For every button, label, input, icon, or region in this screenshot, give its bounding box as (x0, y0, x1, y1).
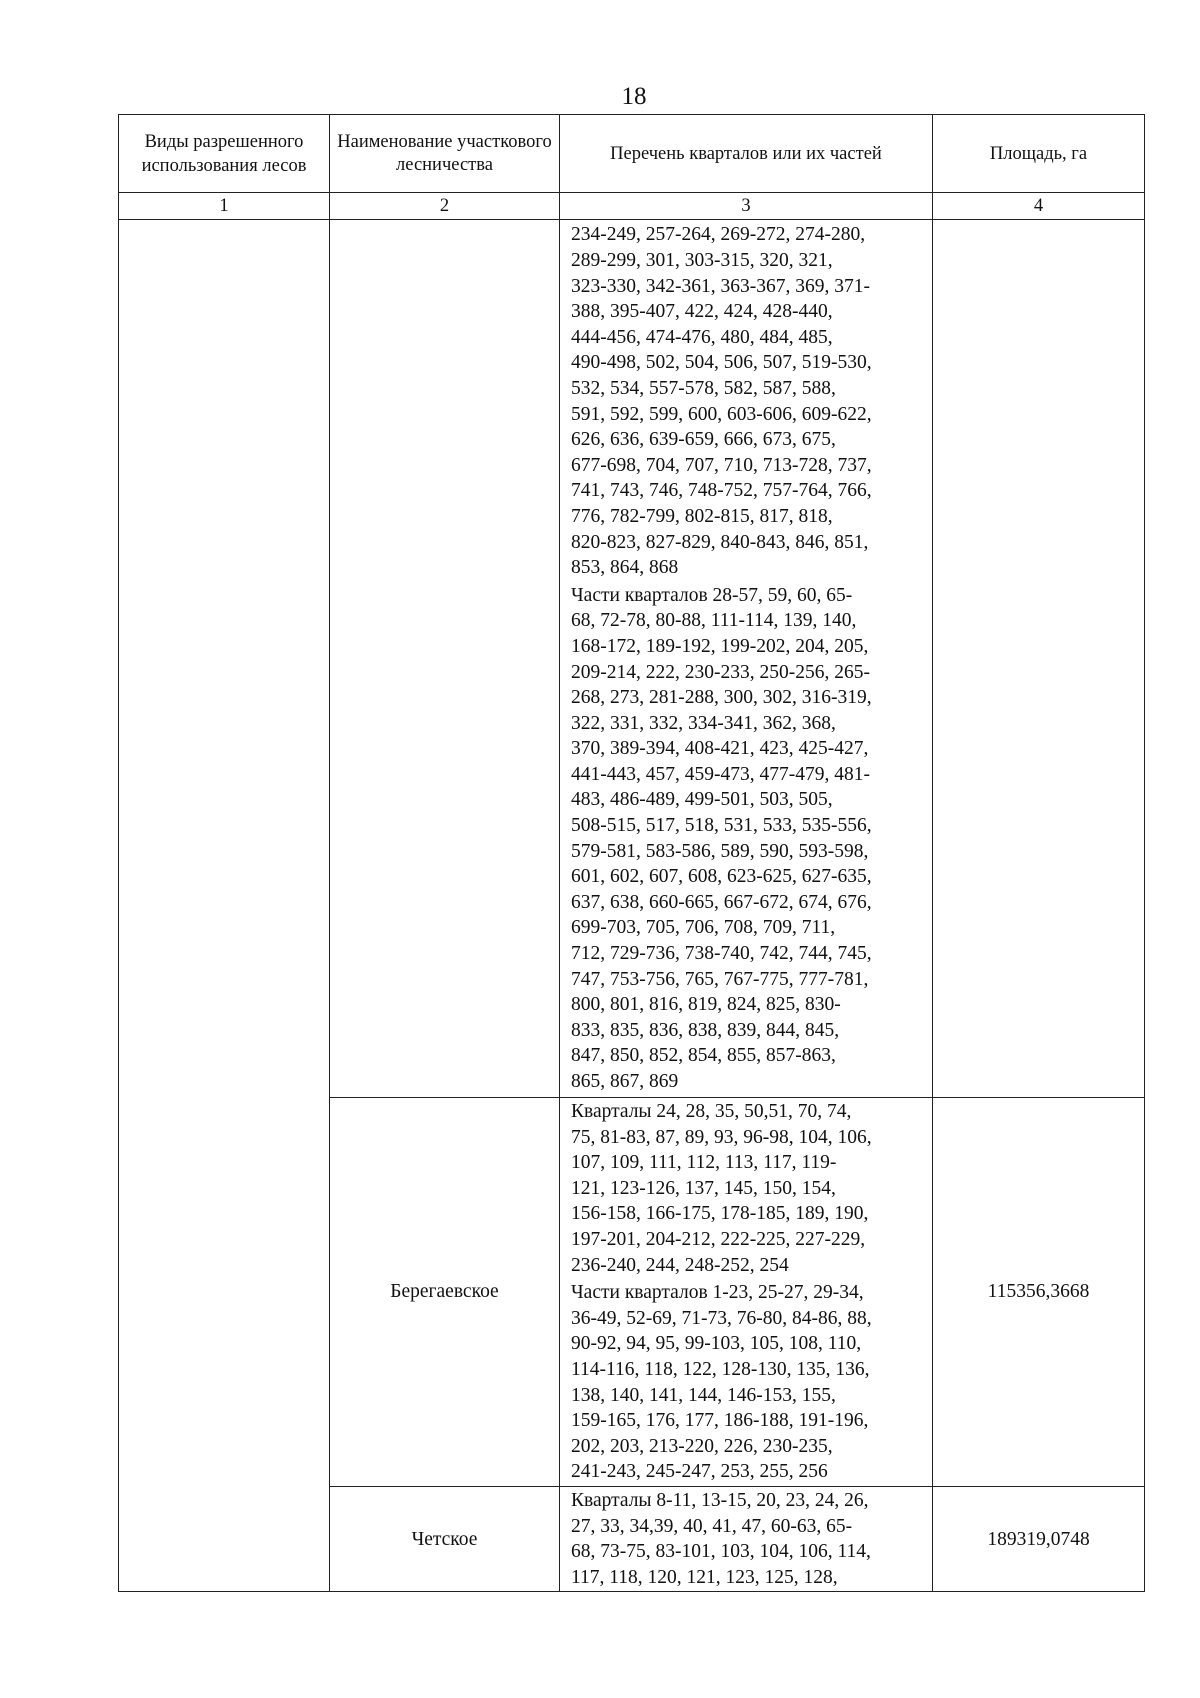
quarter-parts-list: Части кварталов 28-57, 59, 60, 65- 68, 72-78, 80-88, 111-114, 139, 140, 168-172, 189-192, 199-202, 204, 205, 209-214, 222, 230-233, 250-256, 265- 268, 273, 281-288, 300, 302, 316-319, 322, 331, 332, 334-341, 362, 368, 370, 389-394, 408-421, 423, 425-427, 441-443, 457, 459-473, 477-479, 481- 483, 486-489, 499-501, 503, 505, 508-515, 517, 518, 531, 533, 535-556, 579-581, 583-586, 589, 590, 593-598, 601, 602, 607, 608, 623-625, 627-635, 637, 638, 660-665, 667-672, 674, 676, 699-703, 705, 706, 708, 709, 711, 712, 729-736, 738-740, 742, 744, 745, 747, 753-756, 765, 767-775, 777-781, 800, 801, 816, 819, 824, 825, 830- 833, 835, 836, 838, 839, 844, 845, 847, 850, 852, 854, 855, 857-863, 865, 867, 869 (571, 584, 872, 1092)
column-number: 2 (330, 193, 560, 220)
column-number: 3 (560, 193, 933, 220)
area-cell: 189319,0748 (933, 1486, 1145, 1591)
column-number-row (119, 193, 1145, 220)
forestry-cell: Берегаевское (330, 1098, 560, 1487)
table-row (119, 220, 1145, 1098)
quarters-list: Кварталы 24, 28, 35, 50,51, 70, 74, 75, 81-83, 87, 89, 93, 96-98, 104, 106, 107, 109, 111, 112, 113, 117, 119- 121, 123-126, 137, 145, 150, 154, 156-158, 166-175, 178-185, 189, 190, 197-201, 204-212, 222-225, 227-229, 236-240, 244, 248-252, 254 (571, 1101, 872, 1276)
header-area: Площадь, га (933, 115, 1145, 193)
quarters-list: Кварталы 8-11, 13-15, 20, 23, 24, 26, 27, 33, 34,39, 40, 41, 47, 60-63, 65- 68, 73-75, 83-101, 103, 104, 106, 114, 117, 118, 120, 121, 123, 125, 128, (571, 1489, 871, 1588)
page-number: 18 (621, 83, 647, 110)
quarters-cell (560, 220, 933, 1098)
column-number: 4 (933, 193, 1145, 220)
quarters-cell (560, 1098, 933, 1487)
quarter-parts-list: Части кварталов 1-23, 25-27, 29-34, 36-49, 52-69, 71-73, 76-80, 84-86, 88, 90-92, 94, 95, 99-103, 105, 108, 110, 114-116, 118, 122, 128-130, 135, 136, 138, 140, 141, 144, 146-153, 155, 159-165, 176, 177, 186-188, 191-196, 202, 203, 213-220, 226, 230-235, 241-243, 245-247, 253, 255, 256 (571, 1282, 872, 1483)
forest-use-table (118, 114, 1145, 1592)
header-use-type: Виды разрешенного использования лесов (119, 115, 330, 193)
table-header-row (119, 115, 1145, 193)
quarters-cell (560, 1486, 933, 1591)
header-quarters-list: Перечень кварталов или их частей (560, 115, 933, 193)
forestry-cell (330, 220, 560, 1098)
use-type-cell (119, 220, 330, 1592)
area-cell: 115356,3668 (933, 1098, 1145, 1487)
header-forestry-name: Наименование участкового лесничества (330, 115, 560, 193)
quarters-list: 234-249, 257-264, 269-272, 274-280, 289-299, 301, 303-315, 320, 321, 323-330, 342-361, 363-367, 369, 371- 388, 395-407, 422, 424, 428-440, 444-456, 474-476, 480, 484, 485, 490-498, 502, 504, 506, 507, 519-530, 532, 534, 557-578, 582, 587, 588, 591, 592, 599, 600, 603-606, 609-622, 626, 636, 639-659, 666, 673, 675, 677-698, 704, 707, 710, 713-728, 737, 741, 743, 746, 748-752, 757-764, 766, 776, 782-799, 802-815, 817, 818, 820-823, 827-829, 840-843, 846, 851, 853, 864, 868 (571, 224, 872, 579)
area-cell (933, 220, 1145, 1098)
column-number: 1 (119, 193, 330, 220)
forestry-cell: Четское (330, 1486, 560, 1591)
